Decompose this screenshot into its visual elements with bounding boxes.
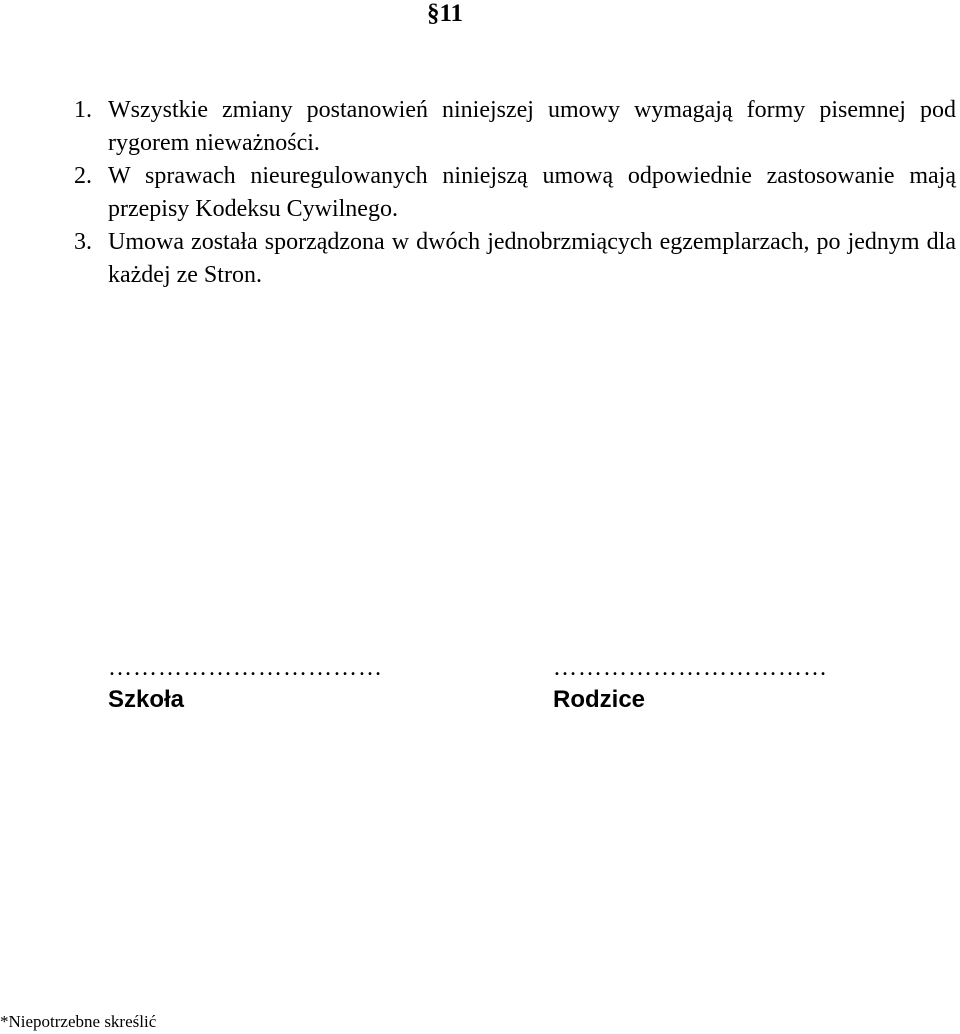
footnote: *Niepotrzebne skreślić	[0, 1012, 157, 1031]
provision-number: 1.	[74, 97, 92, 123]
school-signature-label: Szkoła	[108, 686, 185, 713]
provision-item	[74, 94, 956, 160]
provision-number: 3.	[74, 229, 92, 255]
provision-text: W sprawach nieuregulowanych niniejszą umową odpowiednie zastosowanie mają przepisy Kodeksu Cywilnego.	[108, 163, 956, 222]
parents-signature-line: ……………………………	[553, 655, 828, 681]
parents-signature-block	[553, 653, 828, 717]
provision-item	[74, 226, 956, 292]
provisions-list	[74, 94, 956, 292]
provision-number: 2.	[74, 163, 92, 189]
school-signature-line: ……………………………	[108, 655, 383, 681]
provision-item	[74, 160, 956, 226]
school-signature-block	[108, 653, 383, 717]
parents-signature-label: Rodzice	[553, 686, 646, 713]
provision-text: Umowa została sporządzona w dwóch jednobrzmiących egzemplarzach, po jednym dla każdej ze Stron.	[108, 229, 956, 288]
section-heading: §11	[426, 0, 464, 27]
provision-text: Wszystkie zmiany postanowień niniejszej umowy wymagają formy pisemnej pod rygorem nieważności.	[108, 97, 956, 156]
